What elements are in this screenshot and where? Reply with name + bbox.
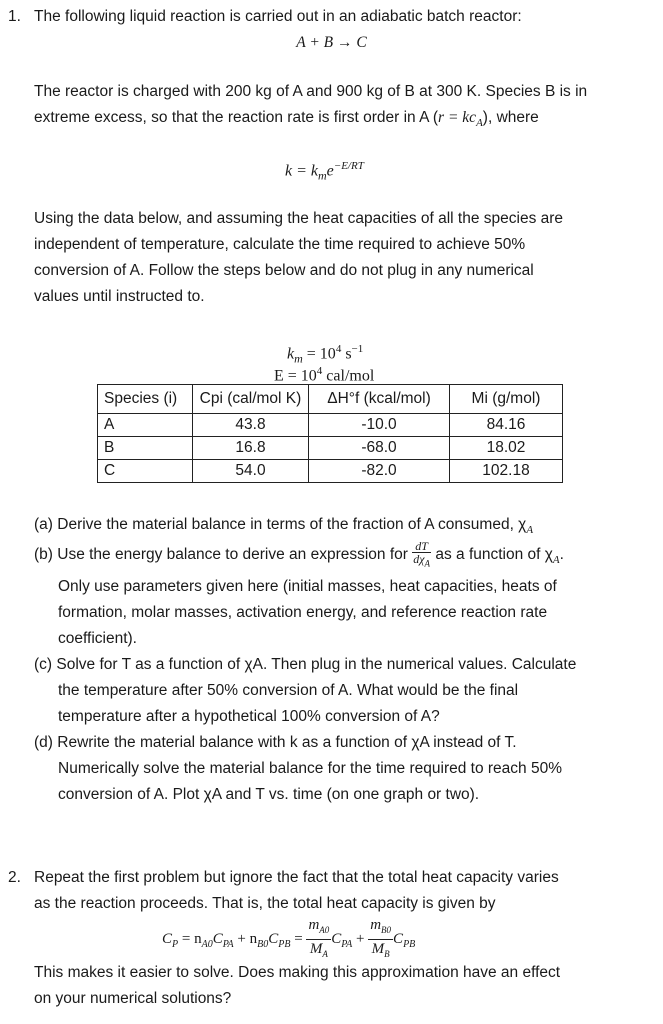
heat-capacity-equation: $C_P = n_{A0}C_{PA} + n_{B0}C_{PB}$ = $\frac{m_{A0}}{M_A}$ $C_{PA}$ + $\frac{m_{B0}}{M_B}$ $C_{PB}$ <box>162 916 415 966</box>
rate-subscript: A <box>476 117 483 130</box>
mass-molar-fraction-A: $\frac{m_{A0}}{M_A}$ <box>308 917 330 959</box>
dT-dchi-fraction: $\frac{dT}{d\chi_A}$ <box>413 539 431 569</box>
problem2-line-4: on your numerical solutions? <box>34 990 232 1007</box>
cell-molar-mass: 102.18 <box>450 460 563 483</box>
part-d-line-1: (d) Rewrite the material balance with k as a function of χA instead of T. <box>34 734 517 751</box>
problem2-number: 2. <box>8 869 21 886</box>
part-d-line-2: Numerically solve the material balance for the time required to reach 50% <box>58 760 562 777</box>
instruction-line-1: Using the data below, and assuming the heat capacities of all the species are <box>34 210 564 227</box>
cell-cp: 43.8 <box>193 414 309 437</box>
part-a: (a) Derive the material balance in terms of the fraction of A consumed, $\chi_A$ <box>34 516 534 537</box>
rate-expression: r = kc <box>438 109 477 126</box>
reaction-equation: A + B → C <box>296 34 367 51</box>
problem1-intro: The following liquid reaction is carried out in an adiabatic batch reactor: <box>34 8 522 25</box>
arrhenius-equation: $k = k_me^{-E/RT}$ <box>285 160 364 183</box>
problem2-line-2: as the reaction proceeds. That is, the total heat capacity is given by <box>34 895 496 912</box>
header-molar-mass: Mi (g/mol) <box>450 385 563 414</box>
table-row <box>98 414 563 437</box>
cell-molar-mass: 18.02 <box>450 437 563 460</box>
part-b: (b) Use the energy balance to derive an expression for $\frac{dT}{d\chi_A}$ as a function of $\chi_A$. <box>34 539 564 569</box>
instruction-line-4: values until instructed to. <box>34 288 205 305</box>
charge-line-1: The reactor is charged with 200 kg of A and 900 kg of B at 300 K. Species B is in <box>34 83 588 100</box>
part-d-line-3: conversion of A. Plot χA and T vs. time (on one graph or two). <box>58 786 480 803</box>
cell-dhf: -68.0 <box>309 437 450 460</box>
cell-molar-mass: 84.16 <box>450 414 563 437</box>
charge-line-2-post: ), where <box>482 109 539 126</box>
cell-cp: 16.8 <box>193 437 309 460</box>
part-c-line-1: (c) Solve for T as a function of χA. Then plug in the numerical values. Calculate <box>34 656 577 673</box>
instruction-line-2: independent of temperature, calculate the time required to achieve 50% <box>34 236 526 253</box>
activation-energy: $E = 10^4$ cal/mol <box>274 365 375 385</box>
cell-species: B <box>98 437 193 460</box>
header-dhf: ΔH°f (kcal/mol) <box>309 385 450 414</box>
part-b-cont-3: coefficient). <box>58 630 137 647</box>
km-value: $k_m = 10^4$ $s^{-1}$ <box>287 343 364 366</box>
table-header-row <box>98 385 563 414</box>
part-c-line-3: temperature after a hypothetical 100% conversion of A? <box>58 708 440 725</box>
part-c-line-2: the temperature after 50% conversion of A. What would be the final <box>58 682 519 699</box>
header-species: Species (i) <box>98 385 193 414</box>
table-row <box>98 437 563 460</box>
cell-species: A <box>98 414 193 437</box>
mass-molar-fraction-B: $\frac{m_{B0}}{M_B}$ <box>370 917 392 959</box>
cell-species: C <box>98 460 193 483</box>
instruction-line-3: conversion of A. Follow the steps below and do not plug in any numerical <box>34 262 534 279</box>
charge-line-2 <box>34 105 539 136</box>
problem2-line-3: This makes it easier to solve. Does making this approximation have an effect <box>34 964 561 981</box>
problem2-line-1: Repeat the first problem but ignore the fact that the total heat capacity varies <box>34 869 559 886</box>
part-b-cont-2: formation, molar masses, activation energy, and reference reaction rate <box>58 604 548 621</box>
charge-line-2-pre: extreme excess, so that the reaction rate is first order in A ( <box>34 109 439 126</box>
part-b-cont-1: Only use parameters given here (initial masses, heat capacities, heats of <box>58 578 557 595</box>
header-cp: Cpi (cal/mol K) <box>193 385 309 414</box>
table-row <box>98 460 563 483</box>
cell-dhf: -82.0 <box>309 460 450 483</box>
species-data-table <box>97 384 563 483</box>
cell-cp: 54.0 <box>193 460 309 483</box>
cell-dhf: -10.0 <box>309 414 450 437</box>
problem1-number: 1. <box>8 8 21 25</box>
